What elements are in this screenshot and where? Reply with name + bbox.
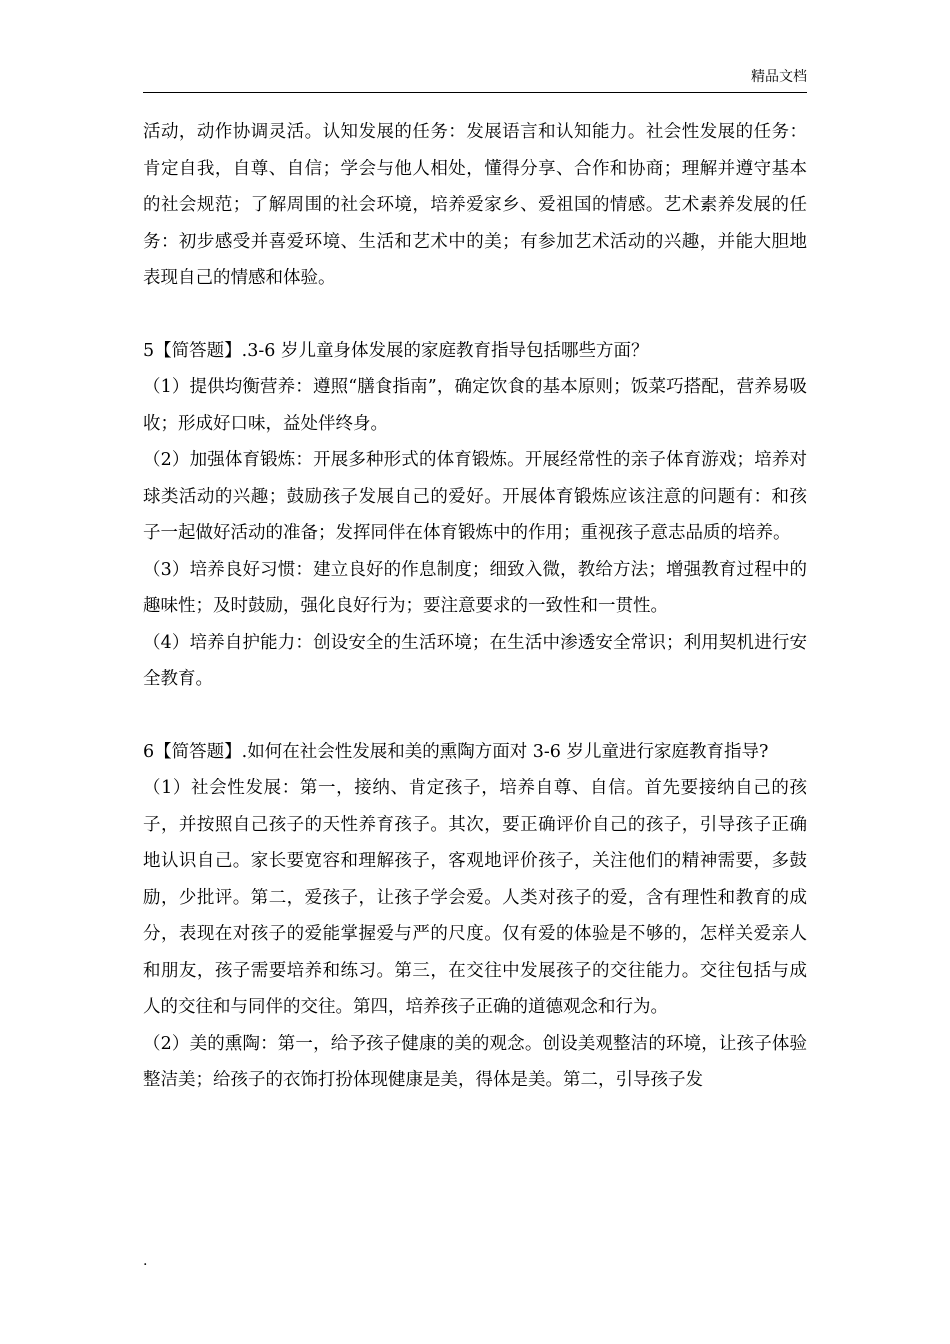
section-gap xyxy=(143,698,807,734)
document-body xyxy=(143,114,807,1099)
question-6-title: 6【简答题】.如何在社会性发展和美的熏陶方面对 3-6 岁儿童进行家庭教育指导? xyxy=(143,741,769,762)
paragraph-intro: 活动，动作协调灵活。认知发展的任务：发展语言和认知能力。社会性发展的任务：肯定自我，自尊、自信；学会与他人相处，懂得分享、合作和协商；理解并遵守基本的社会规范；了解周围的社会环境，培养爱家乡、爱祖国的情感。艺术素养发展的任务：初步感受并喜爱环境、生活和艺术中的美；有参加艺术活动的兴趣，并能大胆地表现自己的情感和体验。 xyxy=(143,122,807,288)
header-label: 精品文档 xyxy=(751,69,807,85)
question-5-answer-2: （2）加强体育锻炼：开展多种形式的体育锻炼。开展经常性的亲子体育游戏；培养对球类活动的兴趣；鼓励孩子发展自己的爱好。开展体育锻炼应该注意的问题有：和孩子一起做好活动的准备；发挥同伴在体育锻炼中的作用；重视孩子意志品质的培养。 xyxy=(143,450,807,543)
question-5-answer-3: （3）培养良好习惯：建立良好的作息制度；细致入微，教给方法；增强教育过程中的趣味性；及时鼓励，强化良好行为；要注意要求的一致性和一贯性。 xyxy=(143,559,807,616)
question-6-answer-1: （1）社会性发展：第一，接纳、肯定孩子，培养自尊、自信。首先要接纳自己的孩子，并按照自己孩子的天性养育孩子。其次，要正确评价自己的孩子，引导孩子正确地认识自己。家长要宽容和理解孩子，客观地评价孩子，关注他们的精神需要，多鼓励，少批评。第二，爱孩子，让孩子学会爱。人类对孩子的爱，含有理性和教育的成分，表现在对孩子的爱能掌握爱与严的尺度。仅有爱的体验是不够的，怎样关爱亲人和朋友，孩子需要培养和练习。第三，在交往中发展孩子的交往能力。交往包括与成人的交往和与同伴的交往。第四，培养孩子正确的道德观念和行为。 xyxy=(143,778,807,1017)
footer-mark: . xyxy=(143,1253,148,1269)
section-gap xyxy=(143,297,807,333)
question-5-answer-1: （1）提供均衡营养：遵照“膳食指南”，确定饮食的基本原则；饭菜巧搭配，营养易吸收；形成好口味，益处伴终身。 xyxy=(143,377,807,434)
page-header xyxy=(143,68,807,93)
question-5-title: 5【简答题】.3-6 岁儿童身体发展的家庭教育指导包括哪些方面？ xyxy=(143,340,649,361)
question-6-answer-2: （2）美的熏陶：第一，给予孩子健康的美的观念。创设美观整洁的环境，让孩子体验整洁美；给孩子的衣饰打扮体现健康是美，得体是美。第二，引导孩子发 xyxy=(143,1033,807,1090)
question-5-answer-4: （4）培养自护能力：创设安全的生活环境；在生活中渗透安全常识；利用契机进行安全教育。 xyxy=(143,632,807,689)
